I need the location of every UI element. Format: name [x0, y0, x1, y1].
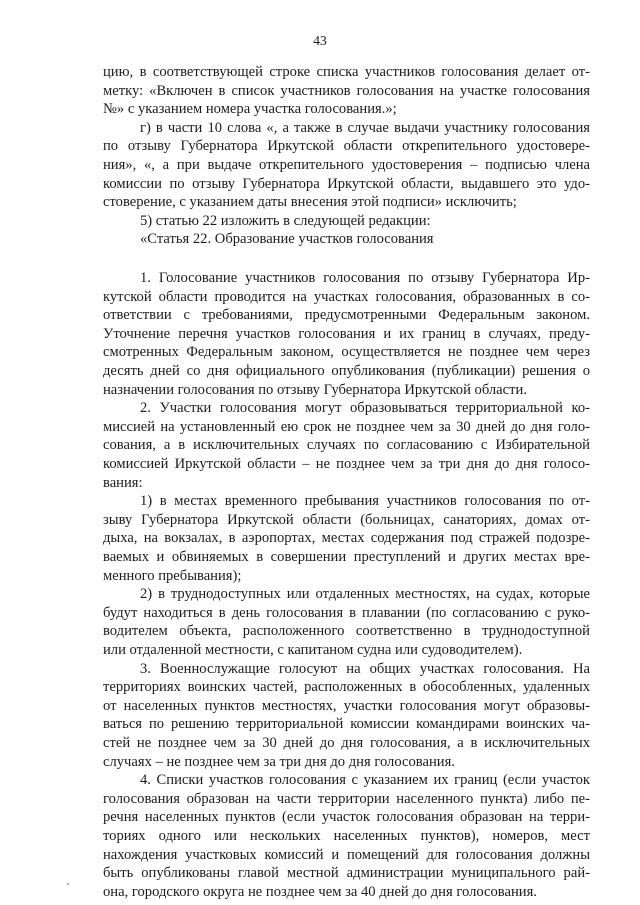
text-line: Уточнение перечня участков голосования и их границ в случаях, преду- [103, 326, 590, 342]
text-line: г) в части 10 слова «, а также в случае выдачи участнику голосования [140, 120, 590, 136]
text-line: ответствии с требованиями, предусмотренными Федеральным законом. [103, 307, 590, 323]
text-line: стей не позднее чем за 30 дней до дня голосования, а в исключительных [103, 735, 590, 751]
text-line: комиссией Иркутской области – не позднее чем за три дня до дня голосо- [103, 456, 590, 472]
text-line: 3. Военнослужащие голосуют на общих участках голосования. На [140, 661, 590, 677]
text-line: территориях воинских частей, расположенных в обособленных, удаленных [103, 679, 590, 695]
text-line: быть опубликованы главой местной администрации муниципального рай- [103, 865, 590, 881]
text-line: назначении голосования по отзыву Губернатора Иркутской области. [103, 382, 527, 398]
text-line: №» с указанием номера участка голосования.»; [103, 101, 397, 117]
text-line: 5) статью 22 изложить в следующей редакции: [140, 213, 431, 229]
text-line: 2) в труднодоступных или отдаленных местностях, на судах, которые [140, 586, 590, 602]
text-line: будут находиться в день голосования в плавании (по согласованию с руко- [103, 605, 590, 621]
section-heading: «Статья 22. Образование участков голосования [140, 231, 434, 247]
text-line: смотренных Федеральным законом, осуществляется не позднее чем через [103, 344, 590, 360]
text-line: стоверение, с указанием даты внесения этой подписи» исключить; [103, 194, 517, 210]
text-line: нахождения участковых комиссий и помещений для голосования должны [103, 847, 590, 863]
text-line: метку: «Включен в список участников голосования на участке голосования [103, 83, 590, 99]
scan-artifact [67, 883, 69, 885]
text-line: сования, а в исключительных случаях по согласованию с Избирательной [103, 437, 590, 453]
text-line: 2. Участки голосования могут образовываться территориальной ко- [140, 400, 590, 416]
text-line: голосования образован на части территории населенного пункта) либо пе- [103, 791, 590, 807]
text-line: речня населенных пунктов (если участок голосования образован на терри- [103, 809, 590, 825]
text-line: ториях одного или нескольких населенных пунктов), номеров, мест [103, 828, 590, 844]
text-line: 1) в местах временного пребывания участников голосования по от- [140, 493, 590, 509]
text-line: ния», «, а при выдаче открепительного удостоверения – подписью члена [103, 157, 590, 173]
text-line: случаях – не позднее чем за три дня до дня голосования. [103, 754, 455, 770]
text-line: от населенных пунктов местностях, участки голосования могут образовы- [103, 698, 590, 714]
text-line: вания: [103, 475, 143, 491]
text-line: дыха, на вокзалах, в аэропортах, местах содержания под стражей подозре- [103, 530, 590, 546]
text-line: 4. Списки участков голосования с указанием их границ (если участок [140, 772, 590, 788]
text-line: по отзыву Губернатора Иркутской области открепительного удостовере- [103, 138, 590, 154]
page-number: 43 [313, 33, 327, 48]
text-line: или отдаленной местности, с капитаном судна или судоводителем). [103, 642, 523, 658]
text-line: зыву Губернатора Иркутской области (больницах, санаториях, домах от- [103, 512, 590, 528]
text-line: кутской области проводится на участках голосования, образованных в со- [103, 289, 590, 305]
text-line: миссией на установленный ею срок не позднее чем за 30 дней до дня голо- [103, 419, 590, 435]
text-line: десять дней со дня официального опубликования (публикации) решения о [103, 363, 590, 379]
text-line: водителем объекта, расположенного соответственно в труднодоступной [103, 623, 590, 639]
text-line: менного пребывания); [103, 568, 242, 584]
text-line: цию, в соответствующей строке списка участников голосования делает от- [103, 64, 590, 80]
text-line: ваемых и обвиняемых в совершении преступлений и других местах вре- [103, 549, 590, 565]
text-line: ваться по решению территориальной комиссии командирами воинских ча- [103, 716, 590, 732]
text-line: она, городского округа не позднее чем за 40 дней до дня голосования. [103, 884, 537, 900]
text-line: 1. Голосование участников голосования по отзыву Губернатора Ир- [140, 270, 590, 286]
text-line: комиссии по отзыву Губернатора Иркутской области, выдавшего это удо- [103, 176, 590, 192]
